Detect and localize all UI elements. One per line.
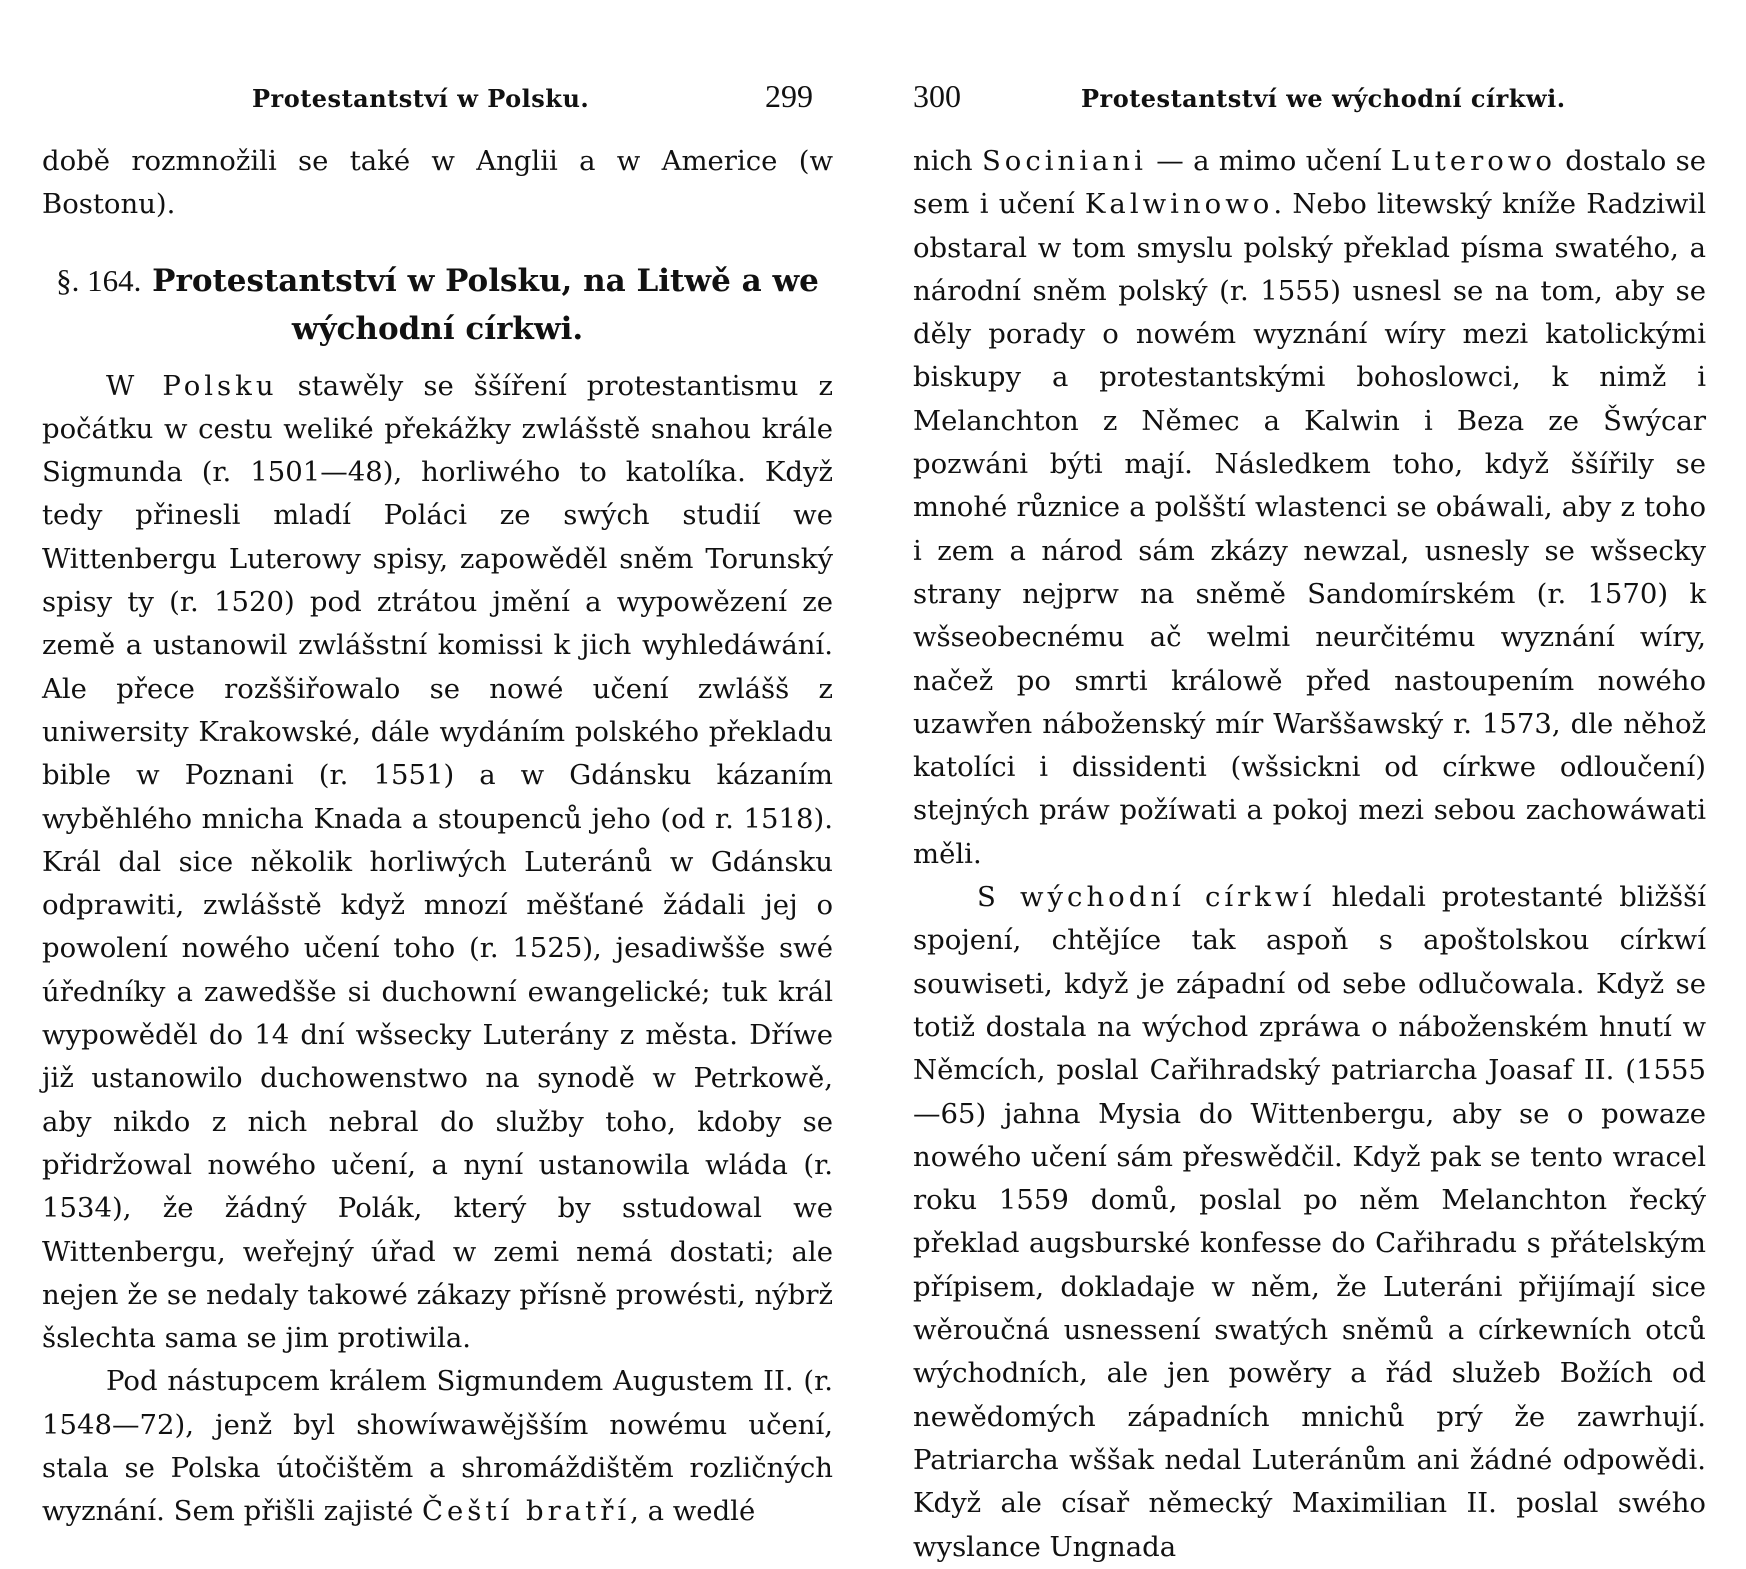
paragraph-1: [42, 365, 833, 1361]
section-title: Protestantství w Polsku, na Litwě a we wýchodní církwi.: [152, 262, 819, 347]
continued-paragraph: [913, 140, 1706, 876]
text-fragment: nich: [913, 145, 973, 177]
right-page: [873, 0, 1746, 1563]
paragraph-tail: , a wedlé: [630, 1495, 756, 1528]
paragraph-body: Pod nástupcem králem Sigmundem Augustem II. (r. 1548—72), jenž byl showíwawějšším nowému učení, stala se Polska útočištěm a shromáždištěm rozličných wyznání. Sem přišli zajisté: [42, 1365, 833, 1528]
paragraph-body: . Nebo litewský kníže Radziwil obstaral w tom smyslu polský překlad písma swatého, a národní sněm polský (r. 1555) usnesl se na tom, aby se děly porady o nowém wyznání wíry mezi katolickými biskupy a protestantskými bohoslowci, k nimž i Melanchton z Němec a Kalwin i Beza ze Šwýcar pozwáni býti mají. Následkem toho, když ššířily se mnohé různice a polšští wlastenci se obáwali, aby z toho i zem a národ sám zkázy newzal, usnesly se wšsecky strany nejprw na sněmě Sandomírském (r. 1570) k wšseobecnému ač welmi neurčitému wyznání wíry, načež po smrti králowě před nastoupením nowého uzawřen náboženský mír Warššawský r. 1573, dle něhož katolíci i dissidenti (wšsickni od církwe odloučení) stejných práw požíwati a pokoj mezi sebou zachowáwati měli.: [913, 188, 1706, 870]
left-page-header: [42, 78, 833, 126]
left-page: [0, 0, 873, 1528]
right-page-header: [913, 78, 1706, 126]
emphasized-term: Luterowo: [1390, 145, 1556, 177]
emphasized-term: W Polsku: [106, 369, 278, 402]
section-heading: [42, 257, 833, 353]
continued-paragraph: době rozmnožili se také w Anglii a w Americe (w Bostonu).: [42, 145, 833, 221]
emphasized-term: Čeští bratří: [421, 1495, 631, 1528]
paragraph-body: hledali protestanté bližšší spojení, chtějíce tak aspoň s apoštolskou církwí souwiseti, když je západní od sebe odlučowala. Když se totiž dostala na wýchod zpráwa o náboženském hnutí w Němcích, poslal Cařihradský patriarcha Joasaf II. (1555—65) jahna Mysia do Wittenbergu, aby se o powaze nowého učení sám přeswědčil. Když pak se tento wracel roku 1559 domů, poslal po něm Melanchton řecký překlad augsburské konfesse do Cařihradu s přátelským přípisem, dokladaje w něm, že Luteráni přijímají sice wěroučná usnessení swatých sněmů a církewních otců wýchodních, ale jen powěry a řád služeb Božích od newědomých západních mnichů prý že zawrhují. Patriarcha wššak nedal Luteránům ani žádné odpowědi. Když ale císař německý Maximilian II. poslal swého wyslance Ungnada: [913, 881, 1706, 1563]
page-number: 300: [913, 78, 961, 114]
running-title: Protestantství w Polsku.: [252, 84, 590, 113]
running-title: Protestantství we wýchodní církwi.: [1081, 84, 1566, 113]
paragraph-2: [913, 876, 1706, 1569]
page-number: 299: [765, 78, 813, 114]
emphasized-term: S wýchodní církwí: [977, 881, 1316, 914]
text-fragment: dostalo se sem i učení: [913, 145, 1706, 221]
text-fragment: — a mimo učení: [1156, 145, 1382, 177]
paragraph-body: stawěly se ššíření protestantismu z počátku w cestu weliké překážky zwlášstě snahou krále Sigmunda (r. 1501—48), horliwého to katolíka. Když tedy přinesli mladí Poláci ze swých studií we Wittenbergu Luterowy spisy, zapowěděl sněm Torunský spisy ty (r. 1520) pod ztrátou jmění a wypowězení ze země a ustanowil zwlášstní komissi k jich wyhledáwání. Ale přece rozššiřowalo se nowé učení zwlášš z uniwersity Krakowské, dále wydáním polského překladu bible w Poznani (r. 1551) a w Gdánsku kázaním wyběhlého mnicha Knada a stoupenců jeho (od r. 1518). Král dal sice několik horliwých Luteránů w Gdánsku odprawiti, zwlášstě když mnozí měšťané žádali jej o powolení nowého učení toho (r. 1525), jesadiwšše swé úředníky a zawedšše si duchowní ewangelické; tuk král wypowěděl do 14 dní wšsecky Luterány z města. Dříwe již ustanowilo duchowenstwo na synodě w Petrkowě, aby nikdo z nich nebral do služby toho, kdoby se přidržowal nowého učení, a nyní ustanowila wláda (r. 1534), že žádný Polák, který by sstudowal we Wittenbergu, weřejný úřad w zemi nemá dostati; ale nejen že se nedaly takowé zákazy přísně prowésti, nýbrž šslechta sama se jim protiwila.: [42, 369, 833, 1355]
section-number: §. 164.: [56, 262, 142, 298]
paragraph-2: [42, 1360, 833, 1533]
emphasized-term: Kalwinowo: [1084, 188, 1274, 221]
emphasized-term: Sociniani: [981, 145, 1147, 177]
